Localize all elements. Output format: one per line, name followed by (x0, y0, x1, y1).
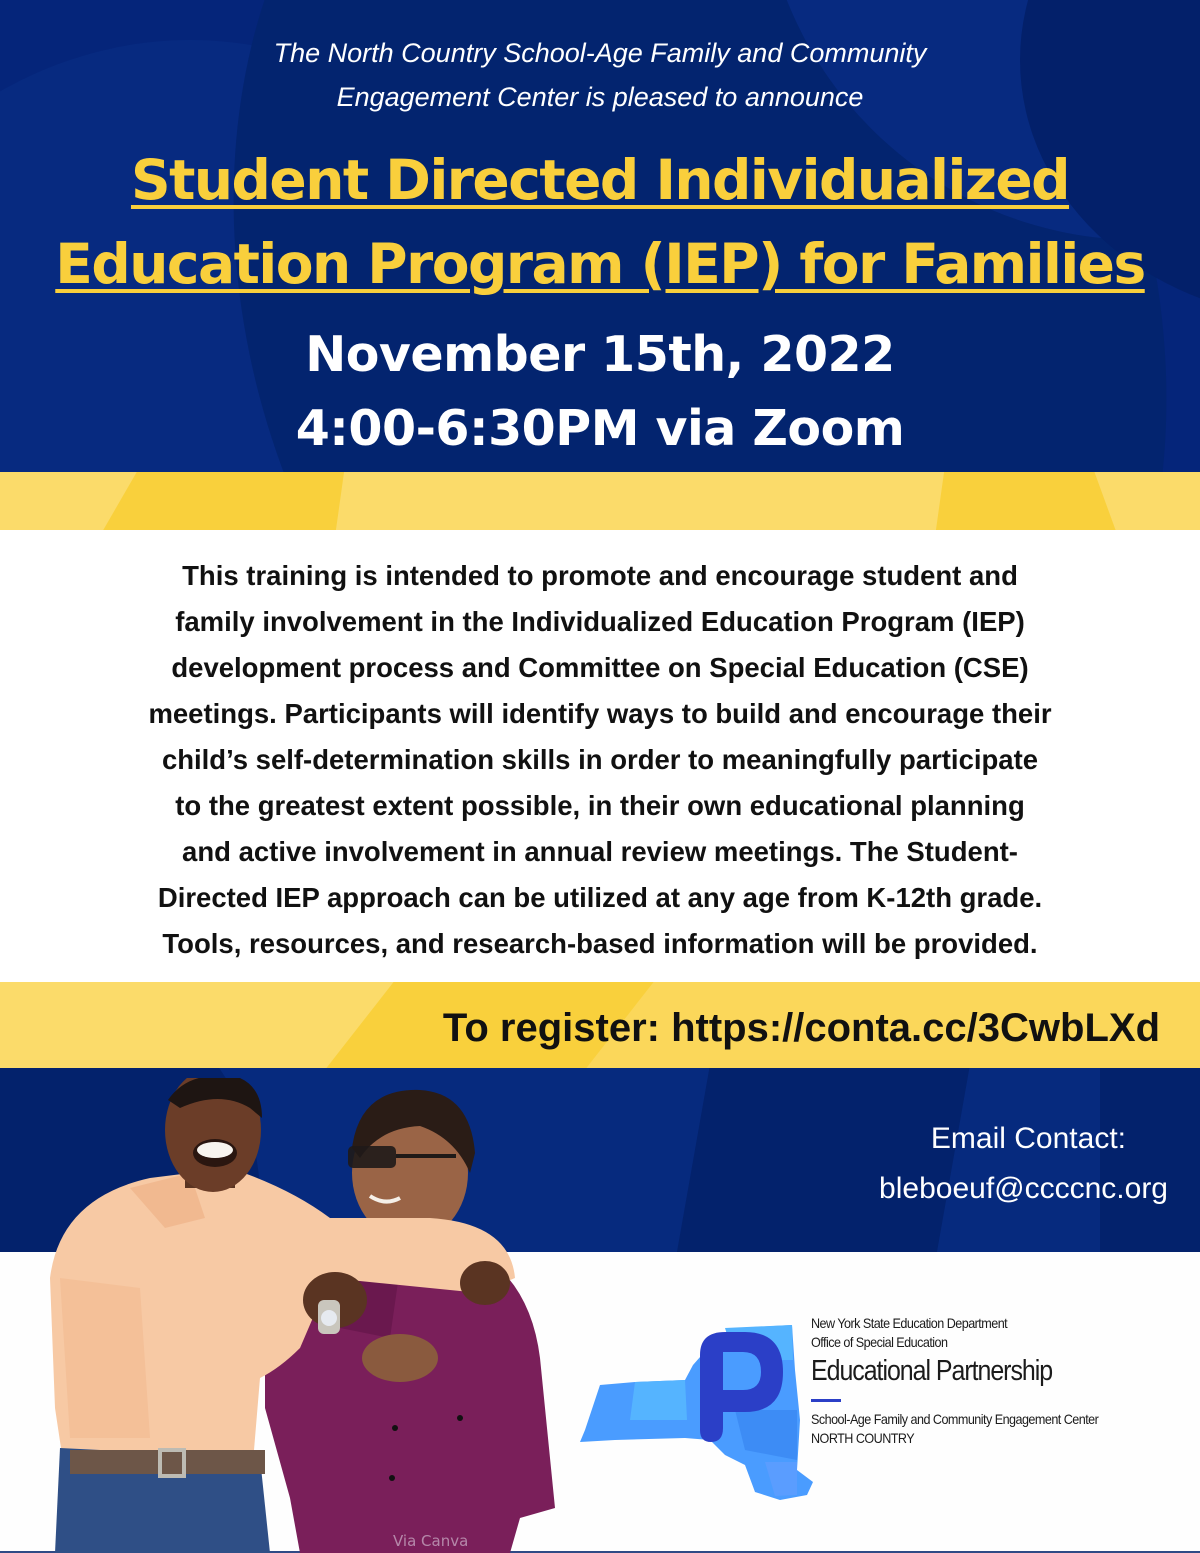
logo-office-line: Office of Special Education (811, 1334, 948, 1350)
intro-line: Engagement Center is pleased to announce (336, 82, 864, 112)
description-line: Directed IEP approach can be utilized at any age from K-12th grade. (157, 882, 1043, 913)
event-description (40, 553, 1160, 967)
event-title (0, 138, 1200, 306)
description-line: to the greatest extent possible, in their own educational planning (175, 790, 1025, 821)
educational-partnership-logo (811, 1314, 1130, 1448)
logo-name: Educational Partnership (811, 1355, 1053, 1387)
title-line: Education Program (IEP) for Families (55, 232, 1145, 296)
description-line: Tools, resources, and research-based information will be provided. (162, 928, 1038, 959)
logo-dept-line: New York State Education Department (811, 1315, 1008, 1331)
email-contact (879, 1114, 1168, 1214)
canva-watermark: Via Canva (393, 1532, 469, 1550)
description-line: family involvement in the Individualized Education Program (IEP) (175, 606, 1025, 637)
description-line: child’s self-determination skills in order to meaningfully participate (161, 744, 1039, 775)
father-son-photo (0, 1078, 580, 1553)
event-date: November 15th, 2022 (305, 326, 895, 383)
event-time: 4:00-6:30PM via Zoom (295, 400, 905, 457)
email-address-link[interactable]: bleboeuf@ccccnc.org (879, 1172, 1168, 1205)
logo-rule (811, 1399, 841, 1402)
band-stripe (1094, 472, 1200, 530)
logo-center-line: School-Age Family and Community Engagement Center (811, 1411, 1099, 1427)
logo-region-line: NORTH COUNTRY (811, 1430, 915, 1446)
band-stripe (0, 472, 137, 530)
title-line: Student Directed Individualized (130, 148, 1070, 212)
band-stripe (336, 472, 944, 530)
description-line: meetings. Participants will identify ways to build and encourage their (148, 698, 1052, 729)
yellow-divider-band (0, 472, 1200, 530)
description-line: and active involvement in annual review meetings. The Student- (182, 836, 1018, 867)
description-line: development process and Committee on Special Education (CSE) (171, 652, 1029, 683)
event-datetime (0, 318, 1200, 466)
register-link[interactable]: To register: https://conta.cc/3CwbLXd (442, 1006, 1160, 1050)
ny-state-p-logo-icon (575, 1310, 815, 1510)
email-contact-label: Email Contact: (930, 1122, 1126, 1155)
intro-text (0, 31, 1200, 119)
description-line: This training is intended to promote and encourage student and (182, 560, 1018, 591)
intro-line: The North Country School-Age Family and Community (273, 38, 927, 68)
